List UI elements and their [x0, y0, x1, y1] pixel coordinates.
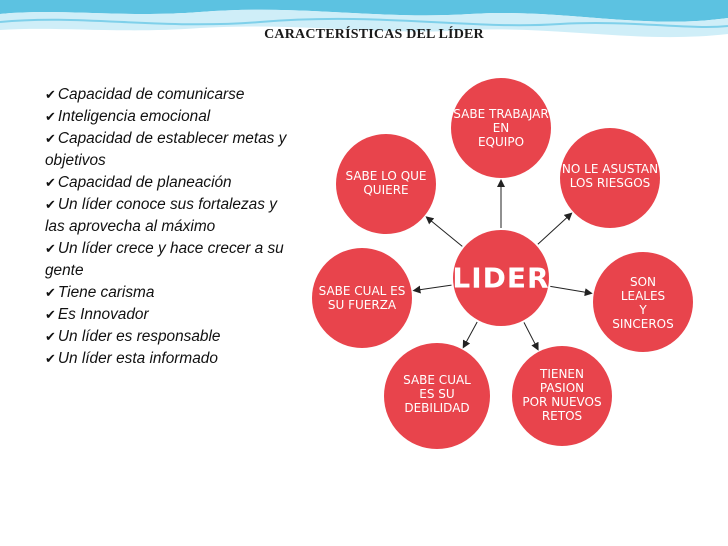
node-label-weakness: SABE CUAL ES SU DEBILIDAD — [403, 373, 471, 415]
trait-item: ✔ Capacidad de establecer metas y objetivos — [45, 128, 297, 172]
trait-item: ✔ Es Innovador — [45, 304, 297, 326]
connector-arrow-5 — [414, 285, 451, 290]
trait-list — [45, 84, 297, 370]
node-label-wants: SABE LO QUE QUIERE — [345, 169, 427, 197]
connector-arrow-2 — [550, 286, 590, 293]
trait-item: ✔ Un líder esta informado — [45, 348, 297, 370]
node-label-loyal: SON LEALES Y SINCEROS — [612, 275, 674, 331]
trait-item: ✔ Inteligencia emocional — [45, 106, 297, 128]
node-label-challenges: TIENEN PASION POR NUEVOS RETOS — [522, 367, 602, 423]
trait-item: ✔ Un líder conoce sus fortalezas y las aprovecha al máximo — [45, 194, 297, 238]
trait-item: ✔ Tiene carisma — [45, 282, 297, 304]
connector-arrow-4 — [464, 322, 477, 347]
connector-arrow-1 — [538, 214, 571, 244]
node-label-strength: SABE CUAL ES SU FUERZA — [318, 284, 406, 312]
trait-item: ✔ Un líder es responsable — [45, 326, 297, 348]
connector-arrow-6 — [427, 218, 462, 247]
trait-item: ✔ Un líder crece y hace crecer a su gente — [45, 238, 297, 282]
trait-item: ✔ Capacidad de planeación — [45, 172, 297, 194]
center-node-label: LIDER — [452, 261, 550, 295]
slide-title: CARACTERÍSTICAS DEL LÍDER — [264, 27, 484, 42]
leader-diagram — [300, 66, 710, 480]
node-label-risks: NO LE ASUSTAN LOS RIESGOS — [561, 162, 659, 190]
trait-item: ✔ Capacidad de comunicarse — [45, 84, 297, 106]
node-label-teamwork: SABE TRABAJAR EN EQUIPO — [453, 107, 549, 149]
connector-arrow-3 — [524, 322, 538, 349]
